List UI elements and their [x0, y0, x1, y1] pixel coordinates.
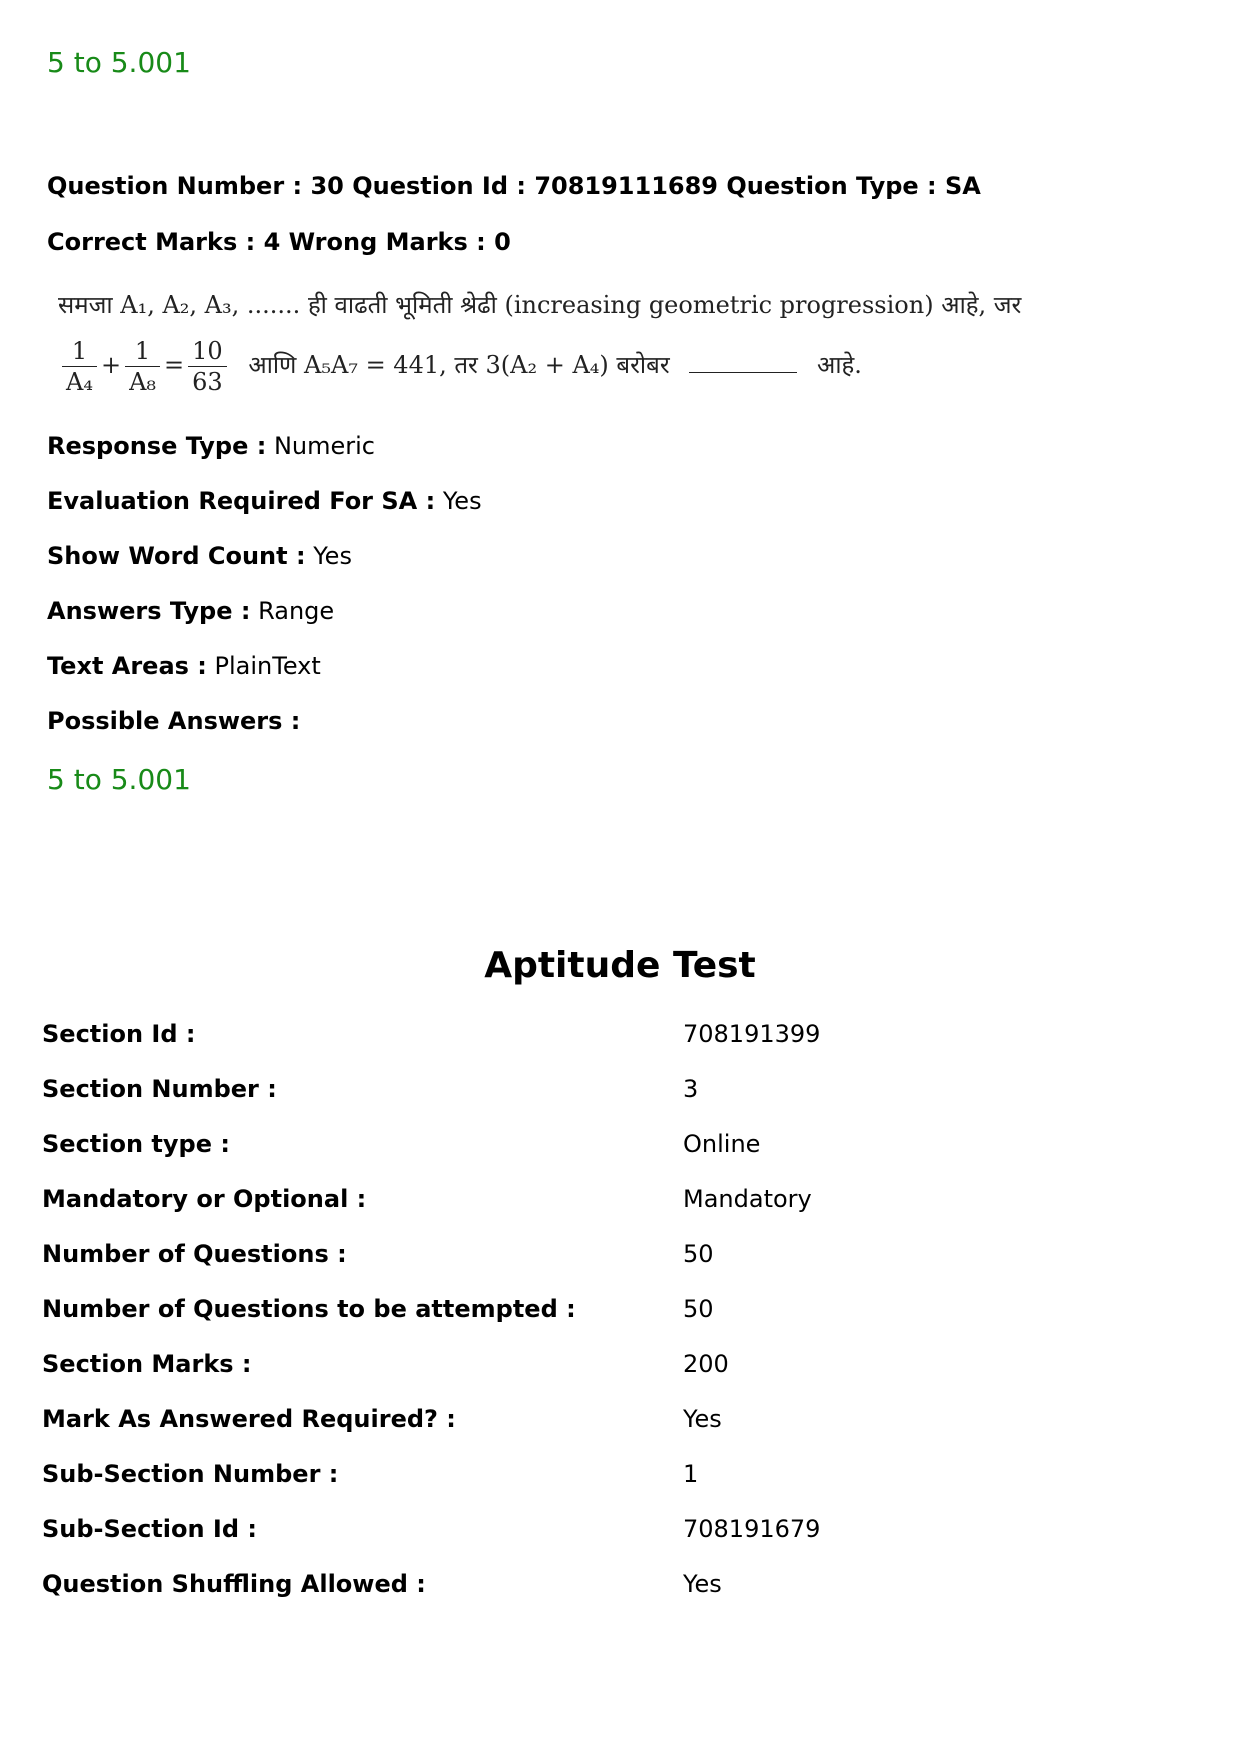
section-row-label: Mandatory or Optional :: [42, 1185, 367, 1213]
possible-answer: 5 to 5.001: [47, 763, 191, 796]
detail-label: Text Areas :: [47, 652, 207, 680]
section-row-value: 1: [683, 1460, 699, 1488]
section-row-value: Yes: [683, 1405, 722, 1433]
section-title: Aptitude Test: [484, 945, 756, 986]
section-row-value: 708191399: [683, 1020, 821, 1048]
previous-possible-answer: 5 to 5.001: [47, 46, 191, 79]
fraction-numerator: 10: [188, 336, 227, 367]
question-header: Question Number : 30 Question Id : 70819111689 Question Type : SA: [47, 172, 981, 200]
question-prefix: समजा: [58, 291, 113, 319]
detail-label: Response Type :: [47, 432, 267, 460]
section-row-label: Number of Questions to be attempted :: [42, 1295, 576, 1323]
question-mid: ही वाढती भूमिती श्रेढी: [307, 291, 497, 319]
answer-blank: [689, 372, 797, 373]
section-row-value: Yes: [683, 1570, 722, 1598]
section-row-label: Number of Questions :: [42, 1240, 347, 1268]
fraction-one-over-a4: [62, 336, 97, 397]
plus-sign: +: [100, 351, 122, 379]
section-row-value: Mandatory: [683, 1185, 812, 1213]
detail-value: Range: [258, 597, 335, 625]
section-row-label: Mark As Answered Required? :: [42, 1405, 456, 1433]
detail-value: PlainText: [214, 652, 321, 680]
question-line-2-suffix: आहे.: [816, 351, 862, 379]
detail-label: Evaluation Required For SA :: [47, 487, 436, 515]
detail-value: Yes: [442, 487, 482, 515]
section-row-label: Question Shuffling Allowed :: [42, 1570, 426, 1598]
detail-text-areas: [47, 651, 321, 681]
detail-evaluation-required: [47, 486, 482, 516]
fraction-denominator: 63: [192, 368, 223, 396]
detail-value: Yes: [313, 542, 352, 570]
fraction-numerator: 1: [62, 336, 97, 367]
detail-possible-answers: [47, 706, 300, 736]
detail-label: Possible Answers :: [47, 707, 301, 735]
detail-value: Numeric: [273, 432, 375, 460]
detail-response-type: [47, 431, 375, 461]
section-row-label: Section type :: [42, 1130, 230, 1158]
section-row-label: Sub-Section Id :: [42, 1515, 257, 1543]
fraction-denominator: A₈: [129, 368, 157, 396]
section-row-label: Section Number :: [42, 1075, 277, 1103]
detail-show-word-count: [47, 541, 352, 571]
equals-sign: =: [164, 351, 185, 379]
section-row-value: Online: [683, 1130, 761, 1158]
section-row-value: 50: [683, 1295, 714, 1323]
detail-answers-type: [47, 596, 334, 626]
question-line-2-text: आणि A₅A₇ = 441, तर 3(A₂ + A₄) बरोबर: [248, 351, 670, 379]
question-line-2: [58, 336, 862, 397]
section-row-value: 3: [683, 1075, 699, 1103]
question-sequence: A₁, A₂, A₃, .......: [120, 291, 301, 319]
section-row-value: 50: [683, 1240, 714, 1268]
fraction-ten-over-63: [188, 336, 227, 397]
fraction-one-over-a8: [125, 336, 160, 397]
fraction-denominator: A₄: [66, 368, 93, 396]
section-row-label: Sub-Section Number :: [42, 1460, 339, 1488]
marks-line: Correct Marks : 4 Wrong Marks : 0: [47, 228, 511, 256]
detail-label: Show Word Count :: [47, 542, 306, 570]
section-row-label: Section Marks :: [42, 1350, 252, 1378]
fraction-numerator: 1: [125, 336, 160, 367]
question-english: (increasing geometric progression): [504, 291, 934, 319]
question-suffix: आहे, जर: [941, 291, 1022, 319]
section-row-label: Section Id :: [42, 1020, 196, 1048]
question-line-1: [58, 288, 1021, 321]
section-row-value: 708191679: [683, 1515, 821, 1543]
section-row-value: 200: [683, 1350, 729, 1378]
detail-label: Answers Type :: [47, 597, 251, 625]
